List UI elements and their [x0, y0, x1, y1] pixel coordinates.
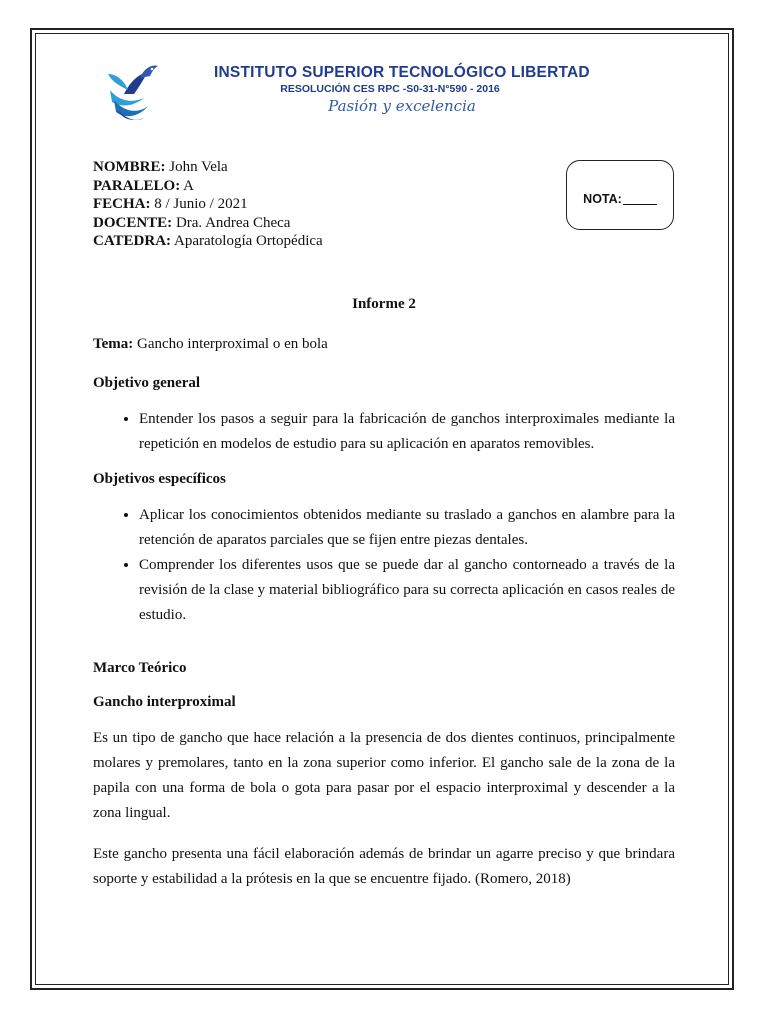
grade-blank-line	[623, 193, 657, 205]
info-label: NOMBRE:	[93, 159, 166, 175]
general-objective-list	[93, 407, 675, 457]
info-row-paralelo	[93, 177, 323, 196]
institution-motto: Pasión y excelencia	[328, 97, 476, 115]
topic-value: Gancho interproximal o en bola	[137, 336, 328, 352]
list-item: • Entender los pasos a seguir para la fabricación de ganchos interproximales mediante la repetición en modelos de estudio para su aplicación en aparatos removibles.	[139, 407, 675, 457]
info-row-fecha	[93, 195, 323, 214]
institution-header	[214, 64, 590, 115]
specific-objectives-list	[93, 503, 675, 628]
info-label: FECHA:	[93, 196, 151, 212]
info-row-docente	[93, 214, 323, 233]
info-row-name	[93, 158, 323, 177]
institution-name: INSTITUTO SUPERIOR TECNOLÓGICO LIBERTAD	[214, 64, 590, 81]
info-value: A	[183, 177, 195, 194]
list-item: • Aplicar los conocimientos obtenidos mediante su traslado a ganchos en alambre para la retención de aparatos parciales que se fijen entre piezas dentales.	[139, 503, 675, 553]
list-item: • Comprender los diferentes usos que se puede dar al gancho contorneado a través de la revisión de la clase y material bibliográfico para su correcta aplicación en casos reales de estudio.	[139, 553, 675, 628]
info-row-catedra	[93, 232, 323, 251]
info-label: CATEDRA:	[93, 233, 172, 249]
info-value: Aparatología Ortopédica	[174, 233, 323, 249]
info-value: Dra. Andrea Checa	[175, 214, 291, 231]
info-value: John Vela	[169, 159, 228, 175]
info-label: PARALELO:	[93, 177, 181, 194]
report-body	[93, 294, 675, 908]
grade-box	[566, 160, 674, 230]
info-label: DOCENTE:	[93, 214, 173, 231]
topic-line	[93, 332, 675, 357]
framework-paragraph: Es un tipo de gancho que hace relación a la presencia de dos dientes continuos, principalmente molares y premolares, tanto en la zona superior como inferior. El gancho sale de la zona de la papila con una forma de bola o gota para pasar por el espacio interproximal y descender a la zona lingual.	[93, 730, 675, 821]
topic-label: Tema:	[93, 336, 134, 352]
resolution-number: RESOLUCIÓN CES RPC -S0-31-N°590 - 2016	[280, 83, 500, 95]
info-value: 8 / Junio / 2021	[154, 196, 248, 212]
framework-heading: Marco Teórico	[93, 660, 187, 676]
student-info	[93, 158, 323, 251]
framework-paragraph: Este gancho presenta una fácil elaboración además de brindar un agarre preciso y que brindara soporte y estabilidad a la prótesis en la que se encuentre fijado. (Romero, 2018)	[93, 846, 675, 887]
bird-logo-icon	[104, 60, 160, 122]
framework-subheading: Gancho interproximal	[93, 694, 236, 710]
general-objective-heading: Objetivo general	[93, 375, 201, 391]
grade-label: NOTA:	[583, 192, 622, 206]
specific-objectives-heading: Objetivos específicos	[93, 471, 226, 487]
report-title: Informe 2	[352, 296, 416, 312]
